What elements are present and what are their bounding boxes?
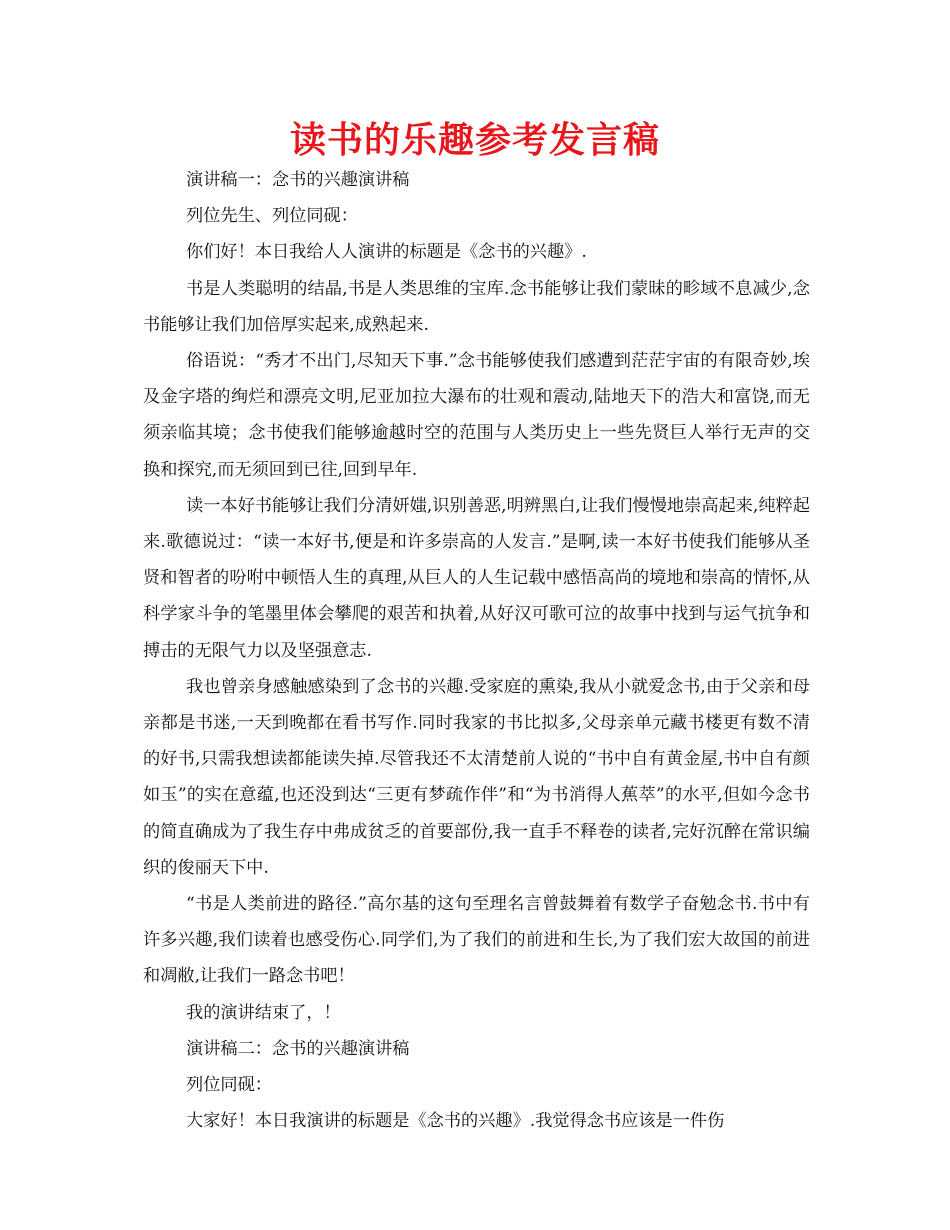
paragraph: 演讲稿二：念书的兴趣演讲稿: [186, 1038, 410, 1059]
paragraph: 我也曾亲身感触感染到了念书的兴趣.受家庭的熏染,我从小就爱念书,由于父亲和母亲都是书迷,一天到晚都在看书写作.同时我家的书比拟多,父母亲单元藏书楼更有数不清的好书,只需我想读都能读失掉.尽管我还不太清楚前人说的“书中自有黄金屋,书中自有颜如玉”的实在意蕴,也还没到达“三更有梦疏作伴”和“为书消得人蕉萃”的水平,但如今念书的简直确成为了我生存中弗成贫乏的首要部份,我一直手不释卷的读者,完好沉醉在常识编织的俊丽天下中.: [143, 676, 810, 878]
paragraph: 我的演讲结束了，！: [186, 1002, 341, 1023]
document-body: [143, 162, 810, 1139]
paragraph: 俗语说：“秀才不出门,尽知天下事.”念书能够使我们感遭到茫茫宇宙的有限奇妙,埃及金字塔的绚烂和漂亮文明,尼亚加拉大瀑布的壮观和震动,陆地天下的浩大和富饶,而无须亲临其境；念书使我们能够逾越时空的范围与人类历史上一些先贤巨人举行无声的交换和探究,而无须回到已往,回到早年.: [143, 351, 810, 480]
paragraph: “书是人类前进的路径.”高尔基的这句至理名言曾鼓舞着有数学子奋勉念书.书中有许多兴趣,我们读着也感受伤心.同学们,为了我们的前进和生长,为了我们宏大故国的前进和凋敝,让我们一路念书吧！: [143, 894, 810, 987]
paragraph: 列位同砚：: [186, 1075, 272, 1096]
paragraph: 书是人类聪明的结晶,书是人类思维的宝库.念书能够让我们蒙昧的畛域不息减少,念书能够让我们加倍厚实起来,成熟起来.: [143, 278, 810, 335]
paragraph: 列位先生、列位同砚：: [186, 206, 358, 227]
paragraph: 读一本好书能够让我们分清妍媸,识别善恶,明辨黑白,让我们慢慢地崇高起来,纯粹起来.歌德说过：“读一本好书,便是和许多崇高的人发言.”是啊,读一本好书使我们能够从圣贤和智者的吩咐中顿悟人生的真理,从巨人的人生记载中感悟高尚的境地和崇高的情怀,从科学家斗争的笔墨里体会攀爬的艰苦和执着,从好汉可歌可泣的故事中找到与运气抗争和搏击的无限气力以及坚强意志.: [143, 495, 810, 661]
document-title: 读书的乐趣参考发言稿: [289, 120, 660, 161]
paragraph: 演讲稿一：念书的兴趣演讲稿: [186, 170, 410, 190]
paragraph: 大家好！本日我演讲的标题是《念书的兴趣》.我觉得念书应该是一件伤: [186, 1111, 725, 1132]
paragraph: 你们好！本日我给人人演讲的标题是《念书的兴趣》.: [186, 242, 587, 263]
